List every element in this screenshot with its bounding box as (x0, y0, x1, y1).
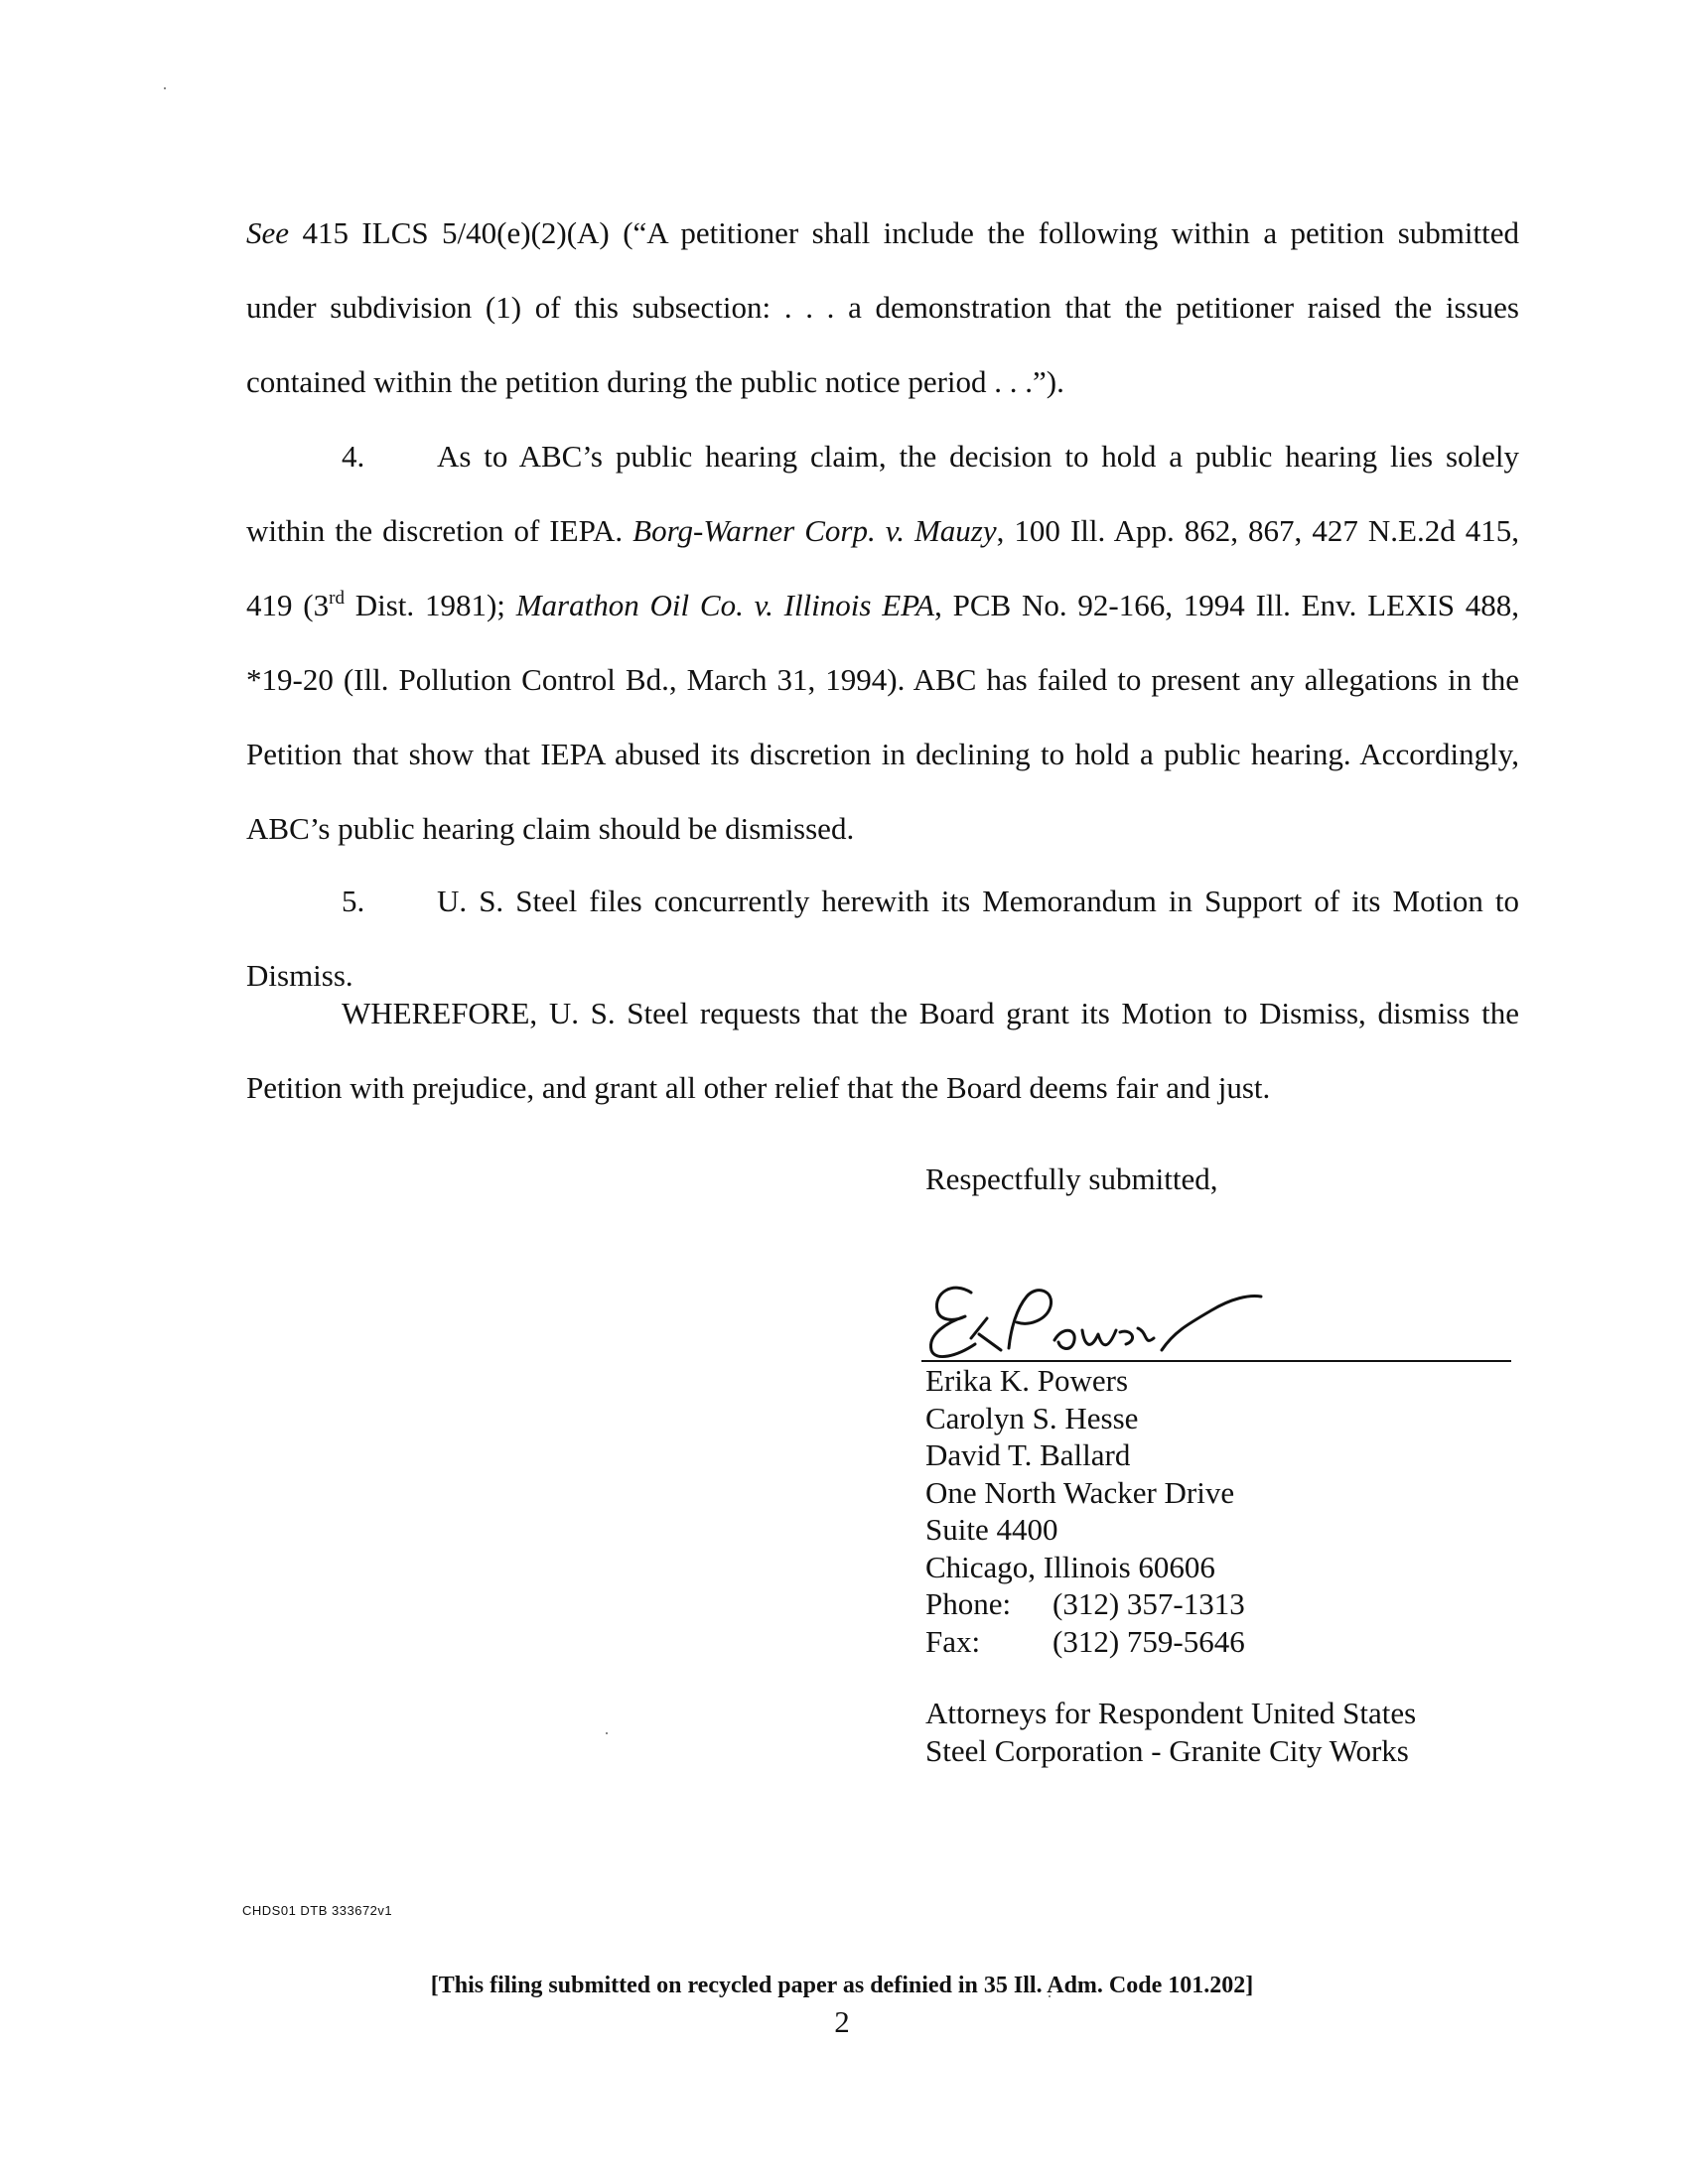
paragraph-number: 4. (342, 439, 365, 474)
address-street: One North Wacker Drive (925, 1474, 1235, 1510)
paragraph-text: , 100 Ill. App. 862, 867, 427 N.E.2d 415, 419 (3 (246, 513, 1519, 622)
case-citation: Borg-Warner Corp. v. Mauzy (632, 513, 997, 548)
paragraph-see-citation (246, 196, 1519, 419)
phone-number: (312) 357-1313 (1052, 1586, 1245, 1621)
fax-number: (312) 759-5646 (1052, 1623, 1245, 1659)
address-suite: Suite 4400 (925, 1512, 1058, 1547)
paragraph-text: Dist. 1981); (344, 588, 516, 622)
attorneys-for (925, 1695, 1416, 1769)
page-number: 2 (834, 2004, 850, 2039)
see-signal: See (246, 215, 290, 250)
attorney-name: Carolyn S. Hesse (925, 1400, 1139, 1435)
signer-name: Erika K. Powers (925, 1363, 1129, 1398)
attorneys-for-line: Steel Corporation - Granite City Works (925, 1732, 1409, 1768)
phone-line (925, 1585, 1245, 1623)
paragraph-number: 5. (342, 884, 365, 918)
case-citation: Marathon Oil Co. v. Illinois EPA (515, 588, 935, 622)
paragraph-text: As to ABC’s public hearing claim, the decision to hold a public hearing lies solely within the discretion of IEPA. (246, 439, 1519, 548)
closing-salutation: Respectfully submitted, (925, 1161, 1218, 1196)
see-citation-text: 415 ILCS 5/40(e)(2)(A) (“A petitioner shall include the following within a petition submitted under subdivision (1) of this subsection: . . . a demonstration that the petitioner raised the issues contained within the petition during the public notice period . . .”). (246, 215, 1519, 399)
recycled-paper-footer: [This filing submitted on recycled paper as definied in 35 Ill. Adm. Code 101.202] (430, 1973, 1254, 1998)
signature-block (925, 1362, 1245, 1660)
scan-speck (606, 1732, 608, 1734)
ordinal-suffix: rd (329, 588, 345, 609)
handwritten-signature (913, 1271, 1509, 1365)
fax-label: Fax: (925, 1623, 981, 1659)
paragraph-text: U. S. Steel files concurrently herewith its Memorandum in Support of its Motion to Dismiss. (246, 884, 1519, 993)
attorneys-for-line: Attorneys for Respondent United States (925, 1696, 1417, 1730)
document-id: CHDS01 DTB 333672v1 (242, 1903, 393, 1918)
fax-line (925, 1623, 1245, 1661)
scan-speck (164, 87, 166, 89)
paragraph-text: , PCB No. 92-166, 1994 Ill. Env. LEXIS 488, *19-20 (Ill. Pollution Control Bd., March 31, 1994). ABC has failed to present any allegations in the Petition that show that IEPA abused its discretion in declining to hold a public hearing. Accordingly, ABC’s public hearing claim should be dismissed. (246, 588, 1519, 846)
paragraph-wherefore: WHEREFORE, U. S. Steel requests that the Board grant its Motion to Dismiss, dismiss the Petition with prejudice, and grant all other relief that the Board deems fair and just. (246, 996, 1519, 1105)
phone-label: Phone: (925, 1586, 1012, 1621)
paragraph-4 (246, 419, 1519, 866)
address-city: Chicago, Illinois 60606 (925, 1549, 1215, 1584)
attorney-name: David T. Ballard (925, 1437, 1131, 1472)
